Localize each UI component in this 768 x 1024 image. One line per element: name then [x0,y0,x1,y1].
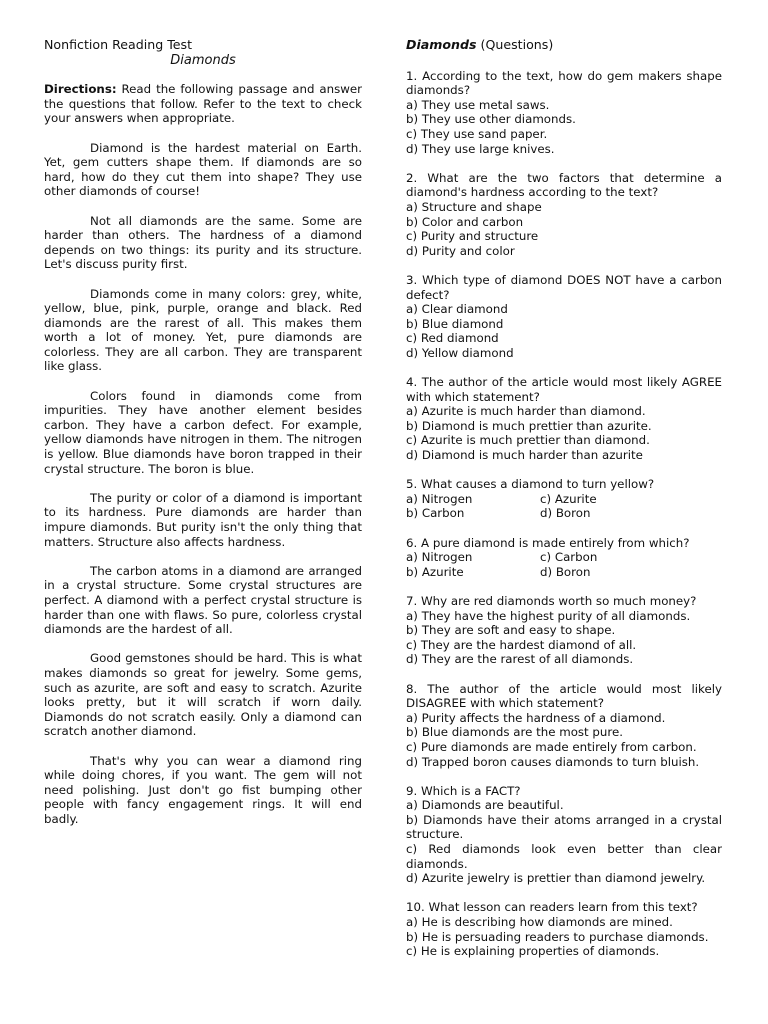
directions-text: Read the following passage and answer the questions that follow. Refer to the text to check your answers when appropriate. [44,82,362,126]
question-3 [406,273,722,361]
passage-column [44,38,362,826]
answer-option: b) They use other diamonds. [406,112,576,127]
answer-option: c) Red diamond [406,331,499,346]
directions [44,82,362,126]
question-5 [406,477,722,521]
answer-option: a) Structure and shape [406,199,542,214]
answer-option: a) They have the highest purity of all diamonds. [406,608,691,623]
question-8 [406,682,722,770]
answer-option: a) He is describing how diamonds are mined. [406,915,673,930]
passage-paragraph: The purity or color of a diamond is important to its hardness. Pure diamonds are harder than impure diamonds. But purity isn't the only thing that matters. Structure also affects hardness. [44,490,362,549]
question-stem: 1. According to the text, how do gem makers shape diamonds? [406,68,722,98]
answer-option: b) Blue diamonds are the most pure. [406,725,623,740]
answer-option: b) He is persuading readers to purchase diamonds. [406,929,709,944]
answer-grid [406,492,722,521]
test-title: Nonfiction Reading Test [44,37,193,52]
question-stem: 6. A pure diamond is made entirely from which? [406,535,690,550]
answer-option: d) Boron [540,564,591,579]
answer-option: b) Blue diamond [406,316,504,331]
question-stem: 2. What are the two factors that determine a diamond's hardness according to the text? [406,170,722,200]
answer-option: a) Nitrogen [406,550,473,565]
answer-option: b) Diamonds have their atoms arranged in a crystal structure. [406,812,722,842]
answer-option: c) Azurite is much prettier than diamond. [406,433,650,448]
directions-label: Directions: [44,82,117,97]
question-1 [406,69,722,157]
answer-option: c) Pure diamonds are made entirely from carbon. [406,739,697,754]
answer-option: b) Carbon [406,506,465,521]
passage-title: Diamonds [170,52,236,68]
answer-option: a) Nitrogen [406,491,473,506]
answer-option: b) Diamond is much prettier than azurite. [406,418,652,433]
question-stem: 8. The author of the article would most likely DISAGREE with which statement? [406,681,722,711]
answer-option: a) Azurite is much harder than diamond. [406,404,646,419]
answer-grid [406,550,722,579]
question-stem: 3. Which type of diamond DOES NOT have a carbon defect? [406,272,722,302]
question-6 [406,536,722,580]
answer-option: d) Diamond is much harder than azurite [406,448,643,463]
question-stem: 5. What causes a diamond to turn yellow? [406,477,655,492]
question-stem: 10. What lesson can readers learn from this text? [406,900,698,915]
answer-option: c) Purity and structure [406,229,539,244]
answer-option: c) Carbon [540,550,598,565]
question-9 [406,784,722,886]
answer-option: c) They use sand paper. [406,126,548,141]
answer-option: b) Color and carbon [406,214,524,229]
answer-option: d) Boron [540,506,591,521]
questions-heading-title: Diamonds [406,37,477,52]
answer-option: c) He is explaining properties of diamonds. [406,944,660,959]
question-7 [406,594,722,667]
answer-option: a) They use metal saws. [406,97,550,112]
answer-option: a) Clear diamond [406,302,508,317]
answer-option: d) They are the rarest of all diamonds. [406,652,634,667]
question-4 [406,375,722,463]
question-stem: 4. The author of the article would most likely AGREE with which statement? [406,375,722,404]
question-stem: 7. Why are red diamonds worth so much money? [406,593,697,608]
answer-option: b) They are soft and easy to shape. [406,623,616,638]
answer-option: b) Azurite [406,564,464,579]
question-stem: 9. Which is a FACT? [406,783,521,798]
answer-option: c) They are the hardest diamond of all. [406,637,637,652]
answer-option: a) Diamonds are beautiful. [406,798,564,813]
passage-paragraph: Not all diamonds are the same. Some are harder than others. The hardness of a diamond depends on two things: its purity and its structure. Let's discuss purity first. [44,213,362,272]
questions-column [406,38,722,973]
answer-option: c) Azurite [540,491,597,506]
passage-paragraph: Diamonds come in many colors: grey, white, yellow, blue, pink, purple, orange and black. Red diamonds are the rarest of all. This makes them worth a lot of money. Yet, pure diamonds are colorless. They are all carbon. They are transparent like glass. [44,286,362,374]
question-10 [406,900,722,958]
answer-option: a) Purity affects the hardness of a diamond. [406,710,666,725]
question-2 [406,171,722,259]
answer-option: c) Red diamonds look even better than clear diamonds. [406,842,722,871]
answer-option: d) Trapped boron causes diamonds to turn bluish. [406,754,700,769]
passage-paragraph: The carbon atoms in a diamond are arranged in a crystal structure. Some crystal structures are perfect. A diamond with a perfect crystal structure is harder than one with flaws. So pure, colorless crystal diamonds are the hardest of all. [44,563,362,637]
answer-option: d) Yellow diamond [406,345,514,360]
answer-option: d) They use large knives. [406,141,555,156]
passage-paragraph: That's why you can wear a diamond ring while doing chores, if you want. The gem will not need polishing. Just don't go fist bumping other people with fancy engagement rings. It will end badly. [44,753,362,826]
questions-heading-suffix: (Questions) [476,37,554,52]
answer-option: d) Azurite jewelry is prettier than diamond jewelry. [406,871,706,886]
questions-heading [406,38,722,53]
answer-option: d) Purity and color [406,243,515,258]
passage-paragraph: Colors found in diamonds come from impurities. They have another element besides carbon. They have a carbon defect. For example, yellow diamonds have nitrogen in them. The nitrogen is yellow. Blue diamonds have boron trapped in their crystal structure. The boron is blue. [44,388,362,476]
passage-paragraph: Diamond is the hardest material on Earth. Yet, gem cutters shape them. If diamonds are so hard, how do they cut them into shape? They use other diamonds of course! [44,140,362,199]
passage-paragraph: Good gemstones should be hard. This is what makes diamonds so great for jewelry. Some gems, such as azurite, are soft and easy to scratch. Azurite looks pretty, but it will scratch if worn daily. Diamonds do not scratch easily. Only a diamond can scratch another diamond. [44,651,362,739]
